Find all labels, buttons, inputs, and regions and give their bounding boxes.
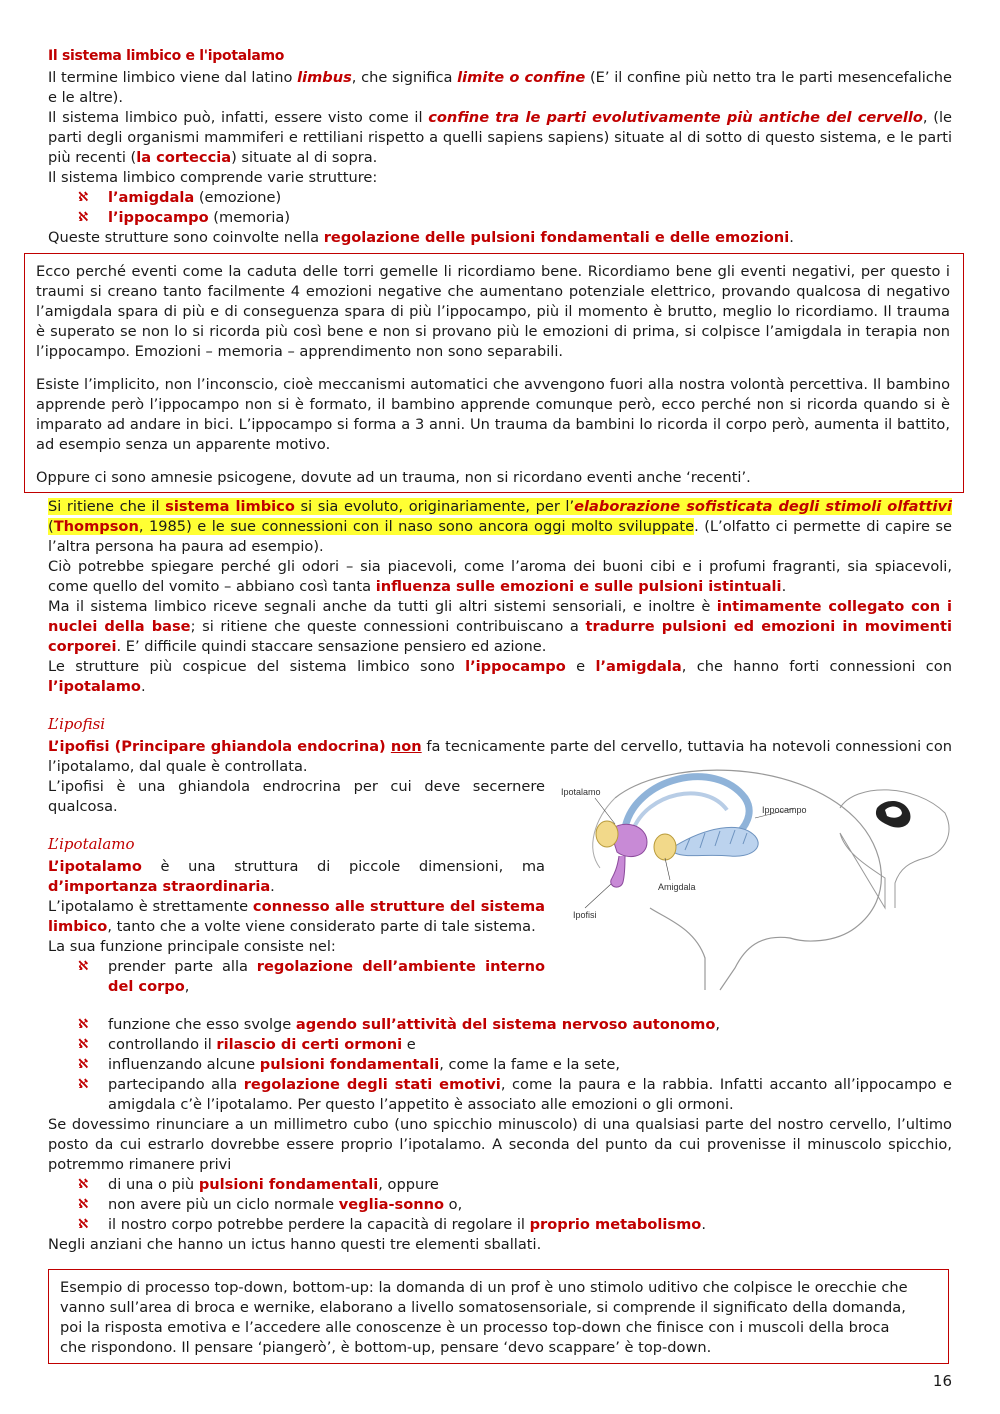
leader-line-amigdala xyxy=(665,858,670,880)
ipofisi-p1: L’ipofisi (Principare ghiandola endocrina) non fa tecnicamente parte del cervello, tuttavia ha notevoli connessioni con l’ipotalamo, dal quale è controllata. xyxy=(48,738,953,775)
ipofisi-p2: L’ipofisi è una ghiandola endrocrina per cui deve secernere qualcosa. xyxy=(48,778,545,815)
bullet-icon: ℵ xyxy=(78,1177,89,1192)
bullet-icon: ℵ xyxy=(78,210,89,225)
paragraph: Ma il sistema limbico riceve segnali anche da tutti gli altri sistemi sensoriali, e inoltre è intimamente collegato con i nuclei della base; si ritiene che queste connessioni contribuiscano a tradurre pulsioni ed emozioni in movimenti corporei. E’ difficile quindi staccare sensazione pensiero ed azione. xyxy=(48,598,953,655)
paragraph: Ciò potrebbe spiegare perché gli odori – sia piacevoli, come l’aroma dei buoni cibi e i profumi fragranti, sia spiacevoli, come quello del vomito – abbiano così tanta influenza sulle emozioni e sulle pulsioni istintuali. xyxy=(48,558,952,595)
bullet-icon: ℵ xyxy=(78,959,89,974)
limbic-system-illustration xyxy=(555,758,955,993)
list-item: ℵ partecipando alla regolazione degli stati emotivi, come la paura e la rabbia. Infatti accanto all’ippocampo e amigdala c’è l’ipotalamo. Per questo l’appetito è associato alle emozioni o gli ormoni. xyxy=(78,1076,952,1113)
ipotalamo-intro xyxy=(48,857,545,997)
label-amigdala: Amigdala xyxy=(658,882,696,892)
subheading-ipotalamo: L’ipotalamo xyxy=(48,835,135,853)
note-paragraph: Esempio di processo top-down, bottom-up: la domanda di un prof è uno stimolo uditivo che colpisce le orecchie che vanno sull’area di broca e wernike, elaborano a livello somatosensoriale, si comprende il significato della domanda, poi la risposta emotiva e l’accedere alle conoscenze è un processo top-down che finisce con i muscoli della broca che rispondono. Il pensare ‘piangerò’, è bottom-up, pensare ‘devo scappare’ è top-down. xyxy=(60,1279,908,1356)
deprivation-list xyxy=(48,1175,952,1235)
list-item: ℵ funzione che esso svolge agendo sull’attività del sistema nervoso autonomo, xyxy=(78,1016,721,1033)
bullet-icon: ℵ xyxy=(78,1077,89,1092)
bullet-icon: ℵ xyxy=(78,1057,89,1072)
bullet-icon: ℵ xyxy=(78,190,89,205)
note-box-trauma xyxy=(24,253,964,493)
bullet-icon: ℵ xyxy=(78,1217,89,1232)
subheading-ipofisi: L’ipofisi xyxy=(48,715,106,733)
label-ipotalamo: Ipotalamo xyxy=(561,787,601,797)
ipotalamo-body xyxy=(48,1015,952,1255)
amygdala-right-shape xyxy=(654,834,676,860)
paragraph: Queste strutture sono coinvolte nella regolazione delle pulsioni fondamentali e delle emozioni. xyxy=(48,229,794,246)
list-item: ℵ di una o più pulsioni fondamentali, oppure xyxy=(78,1176,439,1193)
list-item: ℵ prender parte alla regolazione dell’ambiente interno del corpo, xyxy=(78,958,545,995)
structures-list xyxy=(48,188,952,228)
amygdala-left-shape xyxy=(596,821,618,847)
paragraph: L’ipotalamo è strettamente connesso alle strutture del sistema limbico, tanto che a volte viene considerato parte di tale sistema. xyxy=(48,898,545,935)
note-paragraph: Ecco perché eventi come la caduta delle torri gemelle li ricordiamo bene. Ricordiamo bene gli eventi negativi, per questo i traumi si creano tanto facilmente 4 emozioni negative che aumentano potenziale elettrico, provando qualcosa di negativo l’amigdala spara di più e di conseguenza spara di più l’ippocampo, più il momento è brutto, meglio lo ricordiamo. Il trauma è superato se non lo si ricorda più così bene e non si provano più le emozioni di prima, si colpisce l’amigdala in terapia non l’ippocampo. Emozioni – memoria – apprendimento non sono separabili. xyxy=(36,263,950,360)
label-ippocampo: Ippocampo xyxy=(762,805,807,815)
section1-body xyxy=(48,68,952,248)
paragraph: Il sistema limbico può, infatti, essere visto come il confine tra le parti evolutivamente più antiche del cervello, (le parti degli organismi mammiferi e rettiliani rispetto a quelli sapiens sapiens) situate al di sotto di questo sistema, e le parti più recenti (la corteccia) situate al di sopra. xyxy=(48,109,952,166)
functions-list xyxy=(48,957,545,997)
list-item: ℵ l’amigdala (emozione) xyxy=(78,189,282,206)
leader-line-ipotalamo xyxy=(595,798,615,824)
paragraph: Negli anziani che hanno un ictus hanno questi tre elementi sballati. xyxy=(48,1236,542,1253)
bullet-icon: ℵ xyxy=(78,1037,89,1052)
bullet-icon: ℵ xyxy=(78,1017,89,1032)
list-item: ℵ il nostro corpo potrebbe perdere la capacità di regolare il proprio metabolismo. xyxy=(78,1216,706,1233)
pituitary-shape xyxy=(611,856,625,887)
paragraph: La sua funzione principale consiste nel: xyxy=(48,938,336,955)
paragraph: Si ritiene che il sistema limbico si sia evoluto, originariamente, per l’elaborazione sofisticata degli stimoli olfattivi (Thompson, 1985) e le sue connessioni con il naso sono ancora oggi molto sviluppate. (L’olfatto ci permette di capire se l’altra persona ha paura ad esempio). xyxy=(48,498,952,555)
page-number: 16 xyxy=(932,1372,952,1390)
paragraph: Le strutture più cospicue del sistema limbico sono l’ippocampo e l’amigdala, che hanno forti connessioni con l’ipotalamo. xyxy=(48,658,952,695)
paragraph: Se dovessimo rinunciare a un millimetro cubo (uno spicchio minuscolo) di una qualsiasi parte del nostro cervello, l’ultimo posto da cui estrarlo dovrebbe essere proprio l’ipotalamo. A seconda del punto da cui provenisse il minuscolo spicchio, potremmo rimanere privi xyxy=(48,1116,952,1173)
note-box-top-down xyxy=(48,1269,949,1364)
bullet-icon: ℵ xyxy=(78,1197,89,1212)
note-paragraph: Esiste l’implicito, non l’inconscio, cioè meccanismi automatici che avvengono fuori alla nostra volontà percettiva. Il bambino apprende però l’ippocampo non si è formato, il bambino apprende comunque però, ecco perché non si ricorda quando si è imparato ad andare in bici. L’ippocampo si forma a 3 anni. Un trauma da bambini lo ricorda il corpo però, aumenta il battito, ad esempio senza un apparente motivo. xyxy=(36,376,950,453)
paragraph: L’ipotalamo è una struttura di piccole dimensioni, ma d’importanza straordinaria. xyxy=(48,858,545,895)
functions-list-cont xyxy=(48,1015,952,1115)
list-item: ℵ non avere più un ciclo normale veglia-sonno o, xyxy=(78,1196,463,1213)
list-item: ℵ controllando il rilascio di certi ormoni e xyxy=(78,1036,416,1053)
list-item: ℵ l’ippocampo (memoria) xyxy=(78,209,291,226)
leader-line-ipofisi xyxy=(585,884,611,908)
paragraph: Il sistema limbico comprende varie strutture: xyxy=(48,169,378,186)
section2-body xyxy=(48,497,952,697)
label-ipofisi: Ipofisi xyxy=(573,910,597,920)
note-paragraph: Oppure ci sono amnesie psicogene, dovute ad un trauma, non si ricordano eventi anche ‘recenti’. xyxy=(36,469,751,486)
section-heading-limbico: Il sistema limbico e l'ipotalamo xyxy=(48,48,285,64)
paragraph: Il termine limbico viene dal latino limbus, che significa limite o confine (E’ il confine più netto tra le parti mesencefaliche e le altre). xyxy=(48,69,952,106)
fornix-arc-inner xyxy=(633,793,727,830)
list-item: ℵ influenzando alcune pulsioni fondamentali, come la fame e la sete, xyxy=(78,1056,621,1073)
